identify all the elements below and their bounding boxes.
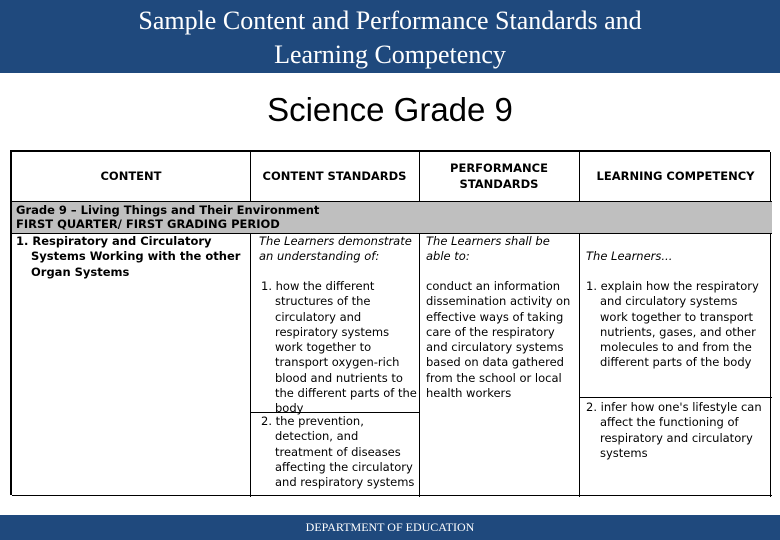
row-divider (579, 397, 772, 398)
standards-table (10, 150, 770, 495)
slide-title (0, 4, 780, 72)
header-banner (0, 0, 780, 73)
title-line-1: Sample Content and Performance Standards and (138, 6, 642, 35)
footer-text: DEPARTMENT OF EDUCATION (305, 520, 475, 534)
column-divider (770, 234, 771, 497)
column-header-performance-standards: PERFORMANCE STANDARDS (450, 161, 548, 191)
column-divider (579, 152, 580, 201)
performance-standard-text: conduct an information dissemination activity on effective ways of taking care of the respiratory and circulatory systems based on data gathered from the school or local health workers (426, 279, 571, 401)
table-bottom-border (12, 495, 772, 496)
column-header-content-standards: CONTENT STANDARDS (262, 168, 407, 183)
subtitle: Science Grade 9 (267, 91, 513, 128)
column-divider (770, 152, 771, 201)
column-divider (419, 152, 420, 201)
column-divider (250, 234, 251, 497)
footer-banner (0, 515, 780, 540)
content-topic: 1. Respiratory and Circulatory Systems Working with the other Organ Systems (16, 234, 241, 279)
content-standards-intro: The Learners demonstrate an understanding of: (259, 234, 412, 264)
learning-competency-item: 2. infer how one's lifestyle can affect the functioning of respiratory and circulatory systems (586, 400, 762, 460)
title-line-2: Learning Competency (274, 40, 506, 69)
content-standard-item: 2. the prevention, detection, and treatment of diseases affecting the circulatory and respiratory systems (261, 414, 415, 490)
performance-standards-intro: The Learners shall be able to: (426, 234, 550, 264)
learning-competency-intro: The Learners... (586, 249, 673, 263)
column-divider (579, 234, 580, 497)
band-grade-line: Grade 9 – Living Things and Their Environment (16, 203, 320, 217)
column-divider (250, 152, 251, 201)
learning-competency-item: 1. explain how the respiratory and circulatory systems work together to transport nutrients, gases, and other molecules to and from the different parts of the body (586, 279, 759, 370)
column-header-learning-competency: LEARNING COMPETENCY (596, 168, 755, 183)
band-period-line: FIRST QUARTER/ FIRST GRADING PERIOD (16, 217, 280, 231)
column-divider (419, 234, 420, 497)
content-standard-item: 1. how the different structures of the circulatory and respiratory systems work together to transport oxygen-rich blood and nutrients to the different parts of the body (261, 279, 417, 416)
column-header-content: CONTENT (100, 168, 162, 183)
grade-period-band (12, 201, 772, 234)
